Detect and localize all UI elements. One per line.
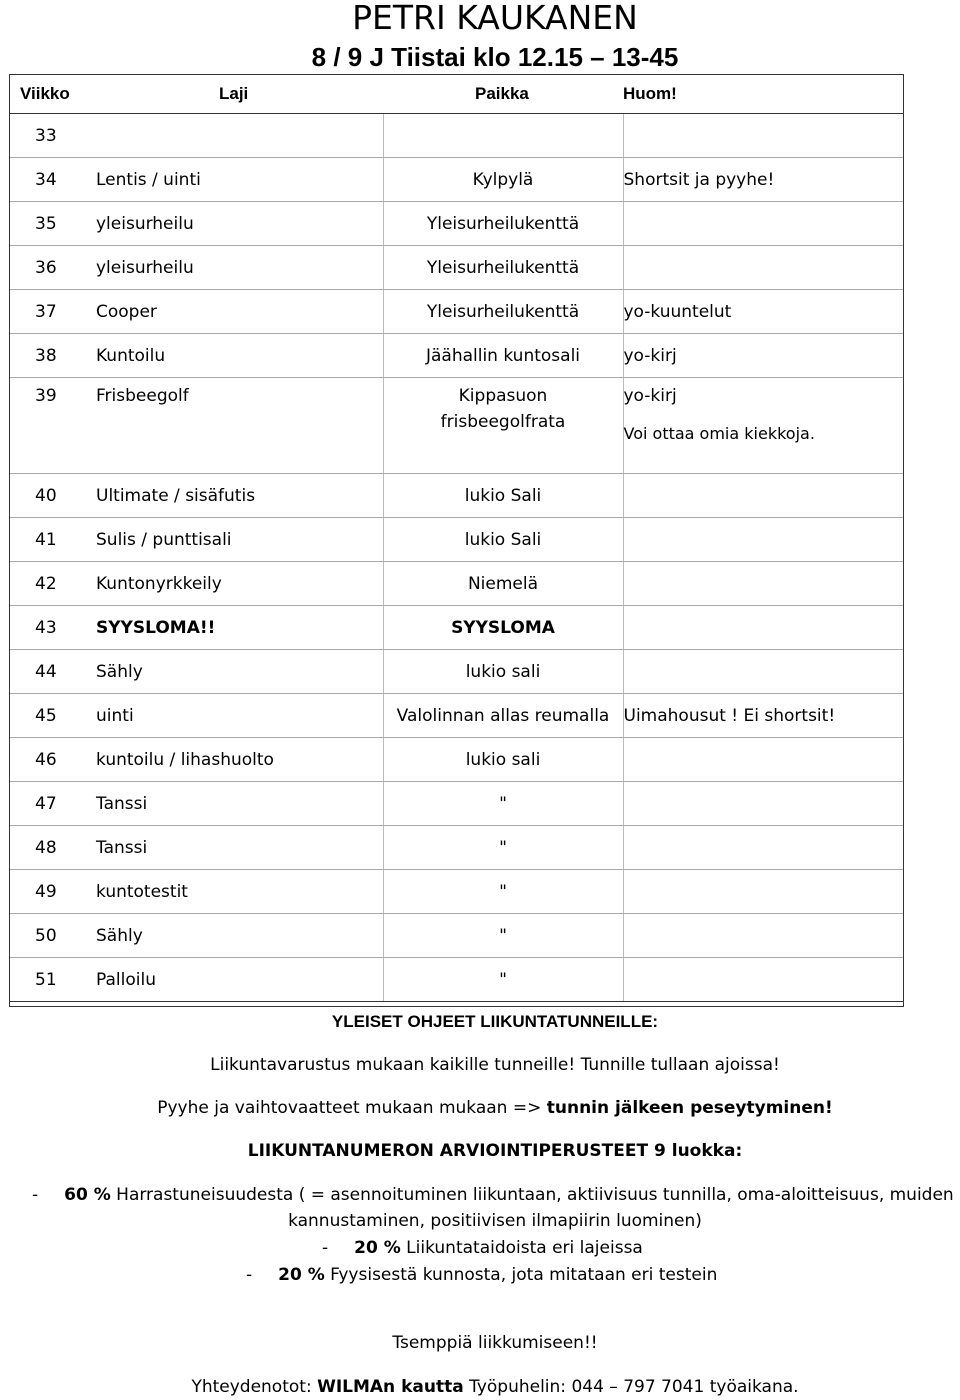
week-cell: 46 bbox=[9, 738, 96, 782]
week-cell: 44 bbox=[9, 650, 96, 694]
col-header-laji: Laji bbox=[96, 75, 383, 114]
instructions-heading: YLEISET OHJEET LIIKUNTATUNNEILLE: bbox=[331, 1012, 659, 1031]
instructions-line bbox=[0, 1097, 960, 1119]
huom-cell: Shortsit ja pyyhe! bbox=[623, 158, 903, 202]
col-header-viikko: Viikko bbox=[9, 75, 96, 114]
week-cell: 39 bbox=[9, 378, 96, 474]
page-title: PETRI KAUKANEN bbox=[352, 0, 638, 37]
contact-line bbox=[0, 1376, 960, 1398]
week-cell: 45 bbox=[9, 694, 96, 738]
paikka-line: Kippasuon bbox=[458, 386, 548, 406]
instructions-text: Pyyhe ja vaihtovaatteet mukaan mukaan => bbox=[157, 1098, 547, 1118]
laji-cell: Tanssi bbox=[96, 826, 383, 870]
laji-cell: Sähly bbox=[96, 914, 383, 958]
paikka-cell: lukio sali bbox=[383, 738, 623, 782]
laji-cell: kuntoilu / lihashuolto bbox=[96, 738, 383, 782]
instructions-emphasis: tunnin jälkeen peseytyminen! bbox=[546, 1098, 833, 1118]
week-cell: 47 bbox=[9, 782, 96, 826]
contact-label: Yhteydenotot: bbox=[191, 1377, 318, 1397]
huom-note: Voi ottaa omia kiekkoja. bbox=[623, 424, 815, 443]
contact-phone: Työpuhelin: 044 – 797 7041 työaikana. bbox=[463, 1377, 799, 1397]
week-cell: 49 bbox=[9, 870, 96, 914]
instructions-line: Liikuntavarustus mukaan kaikille tunneille! Tunnille tullaan ajoissa! bbox=[210, 1055, 780, 1075]
week-cell: 37 bbox=[9, 290, 96, 334]
week-cell: 33 bbox=[9, 114, 96, 158]
week-cell: 51 bbox=[9, 958, 96, 1002]
week-cell: 36 bbox=[9, 246, 96, 290]
laji-cell: Sulis / punttisali bbox=[96, 518, 383, 562]
paikka-cell: Yleisurheilukenttä bbox=[383, 246, 623, 290]
paikka-cell: Niemelä bbox=[383, 562, 623, 606]
laji-cell: Lentis / uinti bbox=[96, 158, 383, 202]
paikka-cell: " bbox=[383, 826, 623, 870]
laji-cell: Frisbeegolf bbox=[96, 378, 383, 474]
laji-cell: Kuntonyrkkeily bbox=[96, 562, 383, 606]
huom-cell: yo-kirj bbox=[623, 334, 903, 378]
paikka-cell: " bbox=[383, 782, 623, 826]
laji-cell: SYYSLOMA!! bbox=[96, 606, 383, 650]
paikka-cell: SYYSLOMA bbox=[383, 606, 623, 650]
paikka-cell: Yleisurheilukenttä bbox=[383, 290, 623, 334]
criteria-text: Liikuntataidoista eri lajeissa bbox=[406, 1238, 643, 1258]
criteria-text: Harrastuneisuudesta ( = asennoituminen liikuntaan, aktiivisuus tunnilla, oma-aloitteisuus, muiden bbox=[116, 1185, 954, 1205]
week-cell: 42 bbox=[9, 562, 96, 606]
criteria-dash: - bbox=[246, 1265, 253, 1285]
week-cell: 34 bbox=[9, 158, 96, 202]
criteria-dash: - bbox=[32, 1185, 39, 1205]
huom-line: yo-kirj bbox=[623, 386, 677, 406]
paikka-cell: Jäähallin kuntosali bbox=[383, 334, 623, 378]
paikka-cell: Yleisurheilukenttä bbox=[383, 202, 623, 246]
paikka-line: frisbeegolfrata bbox=[440, 412, 566, 432]
paikka-cell: Kylpylä bbox=[383, 158, 623, 202]
criteria-text: Fyysisestä kunnosta, jota mitataan eri testein bbox=[330, 1265, 718, 1285]
laji-cell: Palloilu bbox=[96, 958, 383, 1002]
paikka-cell: lukio Sali bbox=[383, 474, 623, 518]
table-frame bbox=[9, 74, 904, 1007]
laji-cell: Kuntoilu bbox=[96, 334, 383, 378]
col-header-paikka: Paikka bbox=[383, 75, 623, 114]
criteria-text-cont: kannustaminen, positiivisen ilmapiirin luominen) bbox=[288, 1211, 702, 1231]
criteria-percent: 20 % bbox=[278, 1265, 325, 1285]
laji-cell: yleisurheilu bbox=[96, 202, 383, 246]
paikka-cell: Valolinnan allas reumalla bbox=[383, 694, 623, 738]
contact-channel: WILMAn kautta bbox=[317, 1377, 464, 1397]
laji-cell: Tanssi bbox=[96, 782, 383, 826]
week-cell: 38 bbox=[9, 334, 96, 378]
week-cell: 50 bbox=[9, 914, 96, 958]
criteria-heading: LIIKUNTANUMERON ARVIOINTIPERUSTEET 9 luokka: bbox=[247, 1141, 743, 1161]
huom-cell: Uimahousut ! Ei shortsit! bbox=[623, 694, 903, 738]
criteria-item bbox=[32, 1182, 960, 1208]
week-cell: 35 bbox=[9, 202, 96, 246]
class-schedule-subtitle: 8 / 9 J Tiistai klo 12.15 – 13-45 bbox=[311, 42, 679, 72]
laji-cell: Ultimate / sisäfutis bbox=[96, 474, 383, 518]
laji-cell: Sähly bbox=[96, 650, 383, 694]
week-cell: 48 bbox=[9, 826, 96, 870]
laji-cell: kuntotestit bbox=[96, 870, 383, 914]
paikka-cell: lukio Sali bbox=[383, 518, 623, 562]
criteria-item bbox=[246, 1262, 717, 1288]
paikka-cell: " bbox=[383, 914, 623, 958]
paikka-cell: " bbox=[383, 870, 623, 914]
criteria-percent: 20 % bbox=[354, 1238, 401, 1258]
paikka-cell: lukio sali bbox=[383, 650, 623, 694]
criteria-item bbox=[322, 1235, 643, 1261]
laji-cell: Cooper bbox=[96, 290, 383, 334]
week-cell: 41 bbox=[9, 518, 96, 562]
col-header-huom: Huom! bbox=[623, 75, 903, 114]
huom-cell: yo-kuuntelut bbox=[623, 290, 903, 334]
paikka-cell: " bbox=[383, 958, 623, 1002]
cheer-text: Tsemppiä liikkumiseen!! bbox=[392, 1333, 598, 1353]
criteria-percent: 60 % bbox=[64, 1185, 111, 1205]
week-cell: 40 bbox=[9, 474, 96, 518]
criteria-dash: - bbox=[322, 1238, 329, 1258]
laji-cell: yleisurheilu bbox=[96, 246, 383, 290]
laji-cell: uinti bbox=[96, 694, 383, 738]
week-cell: 43 bbox=[9, 606, 96, 650]
